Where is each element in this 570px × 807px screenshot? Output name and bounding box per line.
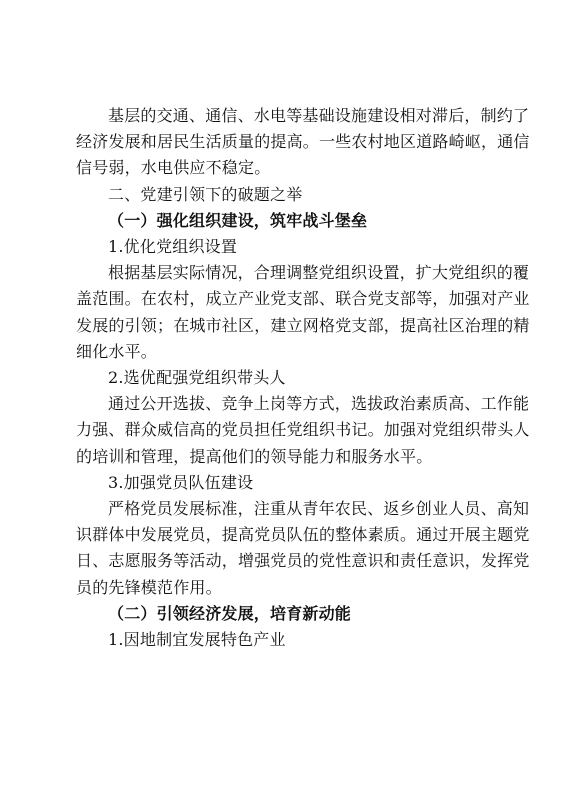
- paragraph-line: 经济发展和居民生活质量的提高。一些农村地区道路崎岖，通信: [76, 132, 530, 152]
- paragraph-line: 根据基层实际情况，合理调整党组织设置，扩大党组织的覆: [108, 263, 530, 283]
- paragraph-line: 的培训和管理，提高他们的领导能力和服务水平。: [76, 446, 433, 466]
- paragraph-line: 通过公开选拔、竞争上岗等方式，选拔政治素质高、工作能: [108, 394, 530, 414]
- paragraph-line: 员的先锋模范作用。: [76, 577, 222, 597]
- item-heading: 2.选优配强党组织带头人: [108, 368, 286, 388]
- subsection-heading: （二）引领经济发展，培育新动能: [108, 603, 352, 623]
- paragraph-line: 基层的交通、通信、水电等基础设施建设相对滞后，制约了: [108, 106, 530, 125]
- paragraph-line: 识群体中发展党员，提高党员队伍的整体素质。通过开展主题党: [76, 525, 530, 545]
- item-heading: 1.优化党组织设置: [108, 237, 238, 257]
- paragraph-line: 力强、群众威信高的党员担任党组织书记。加强对党组织带头人: [76, 420, 530, 440]
- paragraph-line: 发展的引领；在城市社区，建立网格党支部，提高社区治理的精: [76, 315, 530, 335]
- paragraph-line: 信号弱，水电供应不稳定。: [76, 158, 271, 178]
- document-body: [76, 103, 530, 653]
- paragraph-line: 严格党员发展标准，注重从青年农民、返乡创业人员、高知: [108, 499, 530, 519]
- paragraph-line: 日、志愿服务等活动，增强党员的党性意识和责任意识，发挥党: [76, 551, 530, 571]
- paragraph-line: 细化水平。: [76, 341, 158, 361]
- item-heading: 1.因地制宜发展特色产业: [108, 630, 286, 650]
- subsection-heading: （一）强化组织建设，筑牢战斗堡垒: [108, 210, 368, 230]
- paragraph-line: 盖范围。在农村，成立产业党支部、联合党支部等，加强对产业: [76, 289, 530, 309]
- item-heading: 3.加强党员队伍建设: [108, 472, 254, 492]
- section-heading: 二、党建引领下的破题之举: [108, 184, 303, 204]
